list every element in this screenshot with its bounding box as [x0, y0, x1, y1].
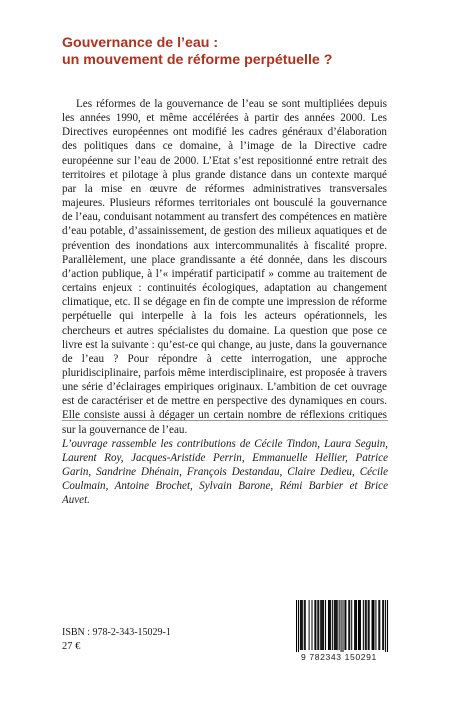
summary-paragraph: Les réformes de la gouvernance de l’eau se sont multipliées depuis les années 1990, et même accélérées à partir des années 2000. Les Directives européennes ont modifié les cadres généraux d’élaboration des politiques dans ce domaine, à l’image de la Directive cadre européenne sur l’eau de 2000. L’Etat s’est repositionné entre retrait des territoires et pilotage à plus grande distance dans un contexte marqué par la mise en œuvre de réformes administratives transversales majeures. Plusieurs réformes territoriales ont bousculé la gouvernance de l’eau, conduisant notamment au transfert des compétences en matière d’eau potable, d’assainissement, de gestion des milieux aquatiques et de prévention des inondations aux intercommunalités à fiscalité propre. Parallèlement, une place grandissante a été donnée, dans les discours d’action publique, à l’« impératif participatif » comme au traitement de certains enjeux : continuités écologiques, adaptation au changement climatique, etc. Il se dégage en fin de compte une impression de réforme perpétuelle qui interpelle à la fois les acteurs opérationnels, les chercheurs et autres spécialistes du domaine. La question que pose ce livre est la suivante : qu’est-ce qui change, au juste, dans la gouvernance de l’eau ? Pour répondre à cette interrogation, une approche pluridisciplinaire, parfois même interdisciplinaire, est proposée à travers une série d’éclairages empiriques originaux. L’ambition de cet ouvrage est de caractériser et de mettre en perspective des dynamiques en cours. Elle consiste aussi à dégager un certain nombre de réflexions critiques sur la gouvernance de l’eau.	[62, 98, 387, 436]
barcode-bar	[372, 600, 373, 650]
barcode-bar	[360, 600, 361, 650]
barcode-bar	[363, 600, 364, 650]
barcode-bar	[302, 600, 303, 650]
barcode-bar	[355, 600, 356, 650]
barcode-bar	[317, 600, 318, 650]
price: 27 €	[62, 641, 81, 652]
barcode-bar	[368, 600, 369, 650]
title-line-1: Gouvernance de l’eau :	[62, 35, 219, 51]
barcode-bar	[335, 600, 336, 650]
barcode-bar	[358, 600, 359, 650]
barcode-bar	[328, 600, 329, 650]
barcode-bar	[325, 600, 326, 650]
barcode-bar	[383, 600, 384, 650]
barcode-bar	[311, 600, 312, 650]
barcode-bar	[342, 600, 343, 654]
title-line-2: un mouvement de réforme perpétuelle ?	[62, 52, 333, 68]
barcode-bar	[339, 600, 340, 650]
section-divider	[62, 420, 388, 421]
barcode-bar	[345, 600, 346, 650]
barcode-bar	[337, 600, 338, 650]
barcode-bar	[315, 600, 316, 650]
barcode-bar	[321, 600, 322, 650]
barcode-bar	[300, 600, 301, 650]
barcode-bars	[286, 598, 392, 654]
barcode-bar	[309, 600, 310, 650]
barcode-bar	[332, 600, 333, 650]
barcode-bar	[351, 600, 352, 650]
barcode-bar	[373, 600, 374, 650]
barcode	[286, 598, 392, 662]
barcode-bar	[375, 600, 376, 650]
barcode-bar	[341, 600, 342, 654]
barcode-digits: 9 782343 150291	[286, 652, 392, 662]
barcode-bar	[359, 600, 360, 650]
barcode-bar	[318, 600, 319, 650]
barcode-bar	[373, 600, 374, 650]
barcode-bar	[348, 600, 349, 650]
barcode-bar	[296, 600, 297, 654]
isbn-number: ISBN : 978-2-343-15029-1	[62, 627, 171, 638]
barcode-bar	[329, 600, 330, 650]
barcode-bar	[298, 600, 299, 654]
summary-text	[62, 97, 387, 437]
barcode-bar	[305, 600, 306, 650]
barcode-bar	[354, 600, 355, 650]
barcode-bar	[314, 600, 315, 650]
barcode-bar	[323, 600, 324, 650]
barcode-bar	[366, 600, 367, 650]
barcode-bar	[301, 600, 302, 650]
barcode-bar	[330, 600, 331, 650]
barcode-bar	[382, 600, 383, 650]
barcode-bar	[304, 600, 305, 650]
barcode-bar	[378, 600, 379, 650]
barcode-bar	[379, 600, 380, 650]
barcode-bar	[385, 600, 386, 654]
barcode-bar	[365, 600, 366, 650]
book-title	[62, 35, 402, 69]
barcode-bar	[334, 600, 335, 650]
contributors-note: L’ouvrage rassemble les contributions de Cécile Tindon, Laura Seguin, Laurent Roy, Jacques-Aristide Perrin, Emmanuelle Hellier, Patrice Garin, Sandrine Dhénain, François Destandau, Claire Dedieu, Cécile Coulmain, Antoine Brochet, Sylvain Barone, Rémi Barbier et Brice Auvet.	[62, 438, 388, 507]
barcode-bar	[322, 600, 323, 650]
barcode-bar	[356, 600, 357, 650]
barcode-bar	[387, 600, 388, 654]
barcode-bar	[336, 600, 337, 650]
barcode-bar	[369, 600, 370, 650]
barcode-bar	[344, 600, 345, 650]
barcode-bar	[320, 600, 321, 650]
barcode-bar	[349, 600, 350, 650]
